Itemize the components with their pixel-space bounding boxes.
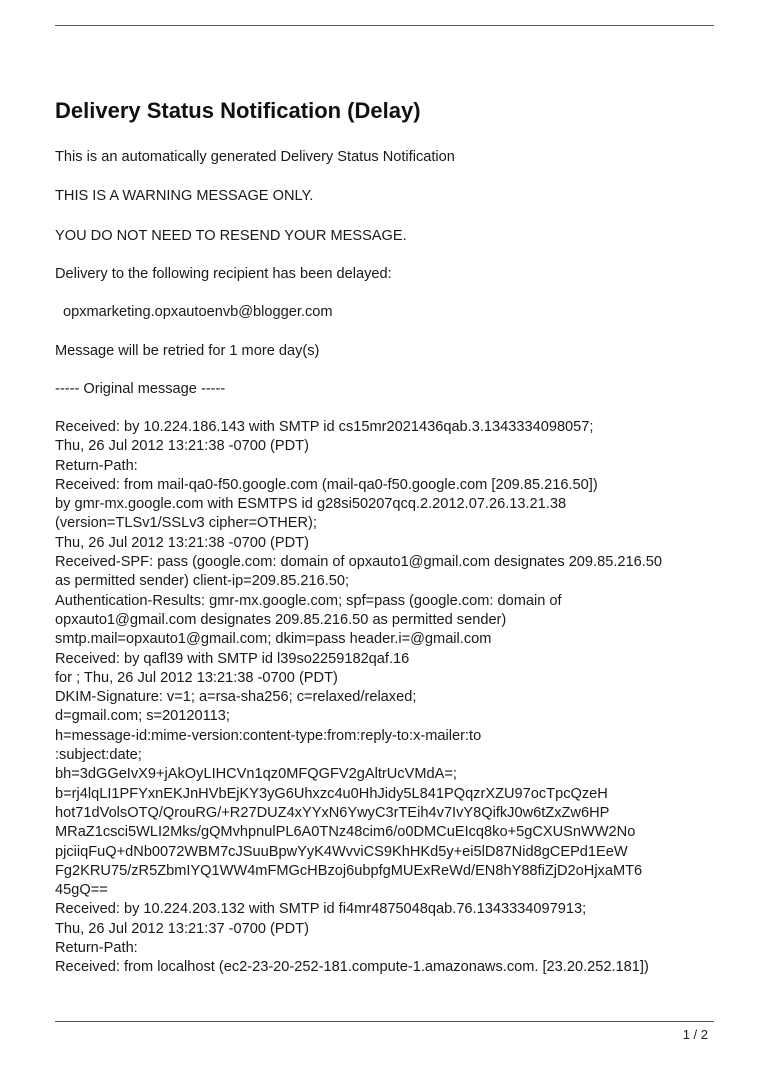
header-line: Received: by 10.224.203.132 with SMTP id fi4mr4875048qab.76.1343334097913;	[55, 901, 587, 918]
header-line: Authentication-Results: gmr-mx.google.com; spf=pass (google.com: domain of	[55, 592, 562, 609]
retry-paragraph: Message will be retried for 1 more day(s)	[55, 343, 320, 359]
header-line: Fg2KRU75/zR5ZbmIYQ1WW4mFMGcHBzoj6ubpfgMUExReWd/EN8hY88fiZjD2oHjxaMT6	[55, 862, 643, 879]
bottom-rule	[55, 1021, 714, 1022]
intro-paragraph: This is an automatically generated Delivery Status Notification	[55, 149, 455, 165]
document-title: Delivery Status Notification (Delay)	[55, 98, 421, 123]
header-line: :subject:date;	[55, 747, 142, 764]
warning-paragraph: THIS IS A WARNING MESSAGE ONLY.	[55, 188, 314, 204]
original-message-divider: ----- Original message -----	[55, 381, 226, 397]
recipient-address: opxmarketing.opxautoenvb@blogger.com	[63, 304, 333, 320]
delay-paragraph: Delivery to the following recipient has been delayed:	[55, 266, 392, 282]
header-line: Received: by 10.224.186.143 with SMTP id cs15mr2021436qab.3.1343334098057;	[55, 419, 594, 435]
top-rule	[55, 25, 714, 26]
header-line: by gmr-mx.google.com with ESMTPS id g28si50207qcq.2.2012.07.26.13.21.38	[55, 496, 567, 513]
resend-paragraph: YOU DO NOT NEED TO RESEND YOUR MESSAGE.	[55, 228, 407, 244]
header-line: b=rj4lqLI1PFYxnEKJnHVbEjKY3yG6Uhxzc4u0HhJidy5L841PQqzrXZU97ocTpcQzeH	[55, 785, 608, 802]
header-line: hot71dVolsOTQ/QrouRG/+R27DUZ4xYYxN6YwyC3rTEih4v7IvY8QifkJ0w6tZxZw6HP	[55, 804, 610, 821]
header-line: pjciiqFuQ+dNb0072WBM7cJSuuBpwYyK4WvviCS9KhHKd5y+ei5lD87Nid8gCEPd1EeW	[55, 843, 628, 860]
header-line: Return-Path:	[55, 457, 138, 474]
header-line: Thu, 26 Jul 2012 13:21:37 -0700 (PDT)	[55, 920, 309, 937]
header-line: d=gmail.com; s=20120113;	[55, 708, 230, 725]
page-number: 1 / 2	[682, 1027, 708, 1042]
header-line: for ; Thu, 26 Jul 2012 13:21:38 -0700 (PDT)	[55, 669, 338, 686]
email-headers	[55, 418, 662, 978]
header-line: DKIM-Signature: v=1; a=rsa-sha256; c=relaxed/relaxed;	[55, 689, 417, 706]
header-line: Received-SPF: pass (google.com: domain of opxauto1@gmail.com designates 209.85.216.50	[55, 554, 663, 571]
header-line: bh=3dGGeIvX9+jAkOyLIHCVn1qz0MFQGFV2gAltrUcVMdA=;	[55, 766, 457, 783]
header-line: h=message-id:mime-version:content-type:from:reply-to:x-mailer:to	[55, 727, 482, 744]
header-line: opxauto1@gmail.com designates 209.85.216.50 as permitted sender)	[55, 611, 507, 628]
header-line: Received: from mail-qa0-f50.google.com (mail-qa0-f50.google.com [209.85.216.50])	[55, 476, 598, 493]
header-line: Return-Path:	[55, 940, 138, 957]
header-line: smtp.mail=opxauto1@gmail.com; dkim=pass header.i=@gmail.com	[55, 631, 492, 648]
header-line: as permitted sender) client-ip=209.85.216.50;	[55, 573, 350, 590]
header-line: (version=TLSv1/SSLv3 cipher=OTHER);	[55, 515, 317, 532]
header-line: MRaZ1csci5WLI2Mks/gQMvhpnulPL6A0TNz48cim6/o0DMCuEIcq8ko+5gCXUSnWW2No	[55, 824, 636, 841]
header-line: Received: by qafl39 with SMTP id l39so2259182qaf.16	[55, 650, 410, 667]
header-line: 45gQ==	[55, 882, 108, 899]
header-line: Received: from localhost (ec2-23-20-252-181.compute-1.amazonaws.com. [23.20.252.181])	[55, 959, 649, 976]
header-line: Thu, 26 Jul 2012 13:21:38 -0700 (PDT)	[55, 438, 309, 455]
header-line: Thu, 26 Jul 2012 13:21:38 -0700 (PDT)	[55, 534, 309, 551]
